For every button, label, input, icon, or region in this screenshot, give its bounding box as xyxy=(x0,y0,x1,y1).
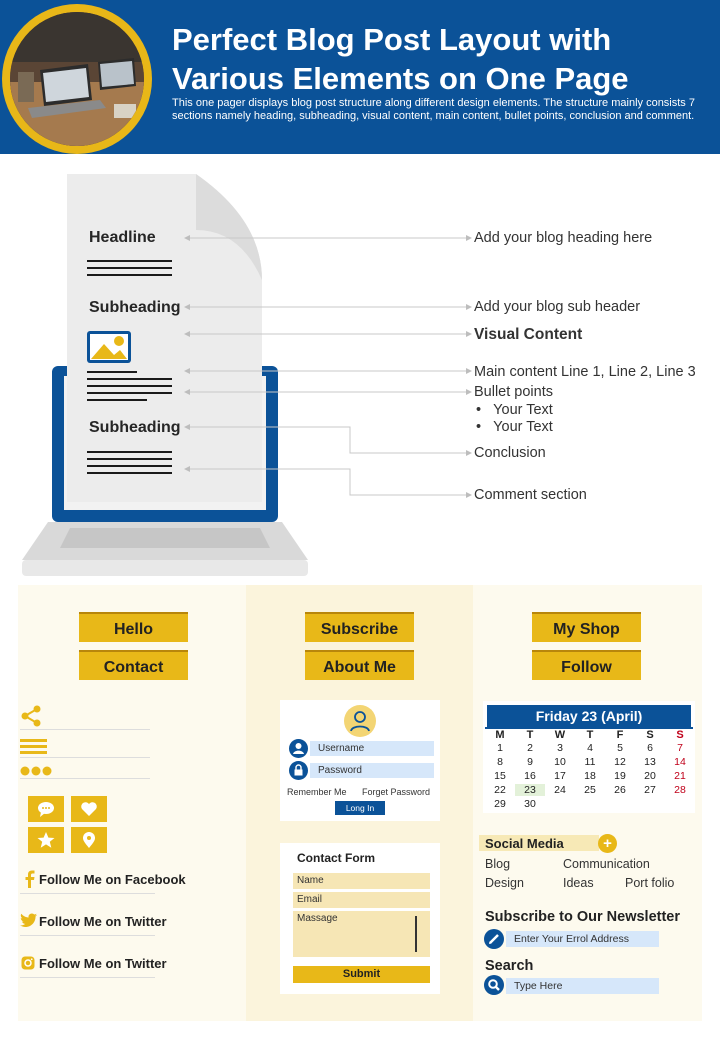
social-item-portfolio[interactable]: Port folio xyxy=(625,876,675,890)
day-cell[interactable]: 3 xyxy=(557,742,563,754)
follow-instagram-link[interactable]: Follow Me on Twitter xyxy=(39,956,167,971)
day-cell[interactable]: 26 xyxy=(614,784,626,796)
calendar-weekday: S xyxy=(676,729,684,741)
callout-conclusion: Conclusion xyxy=(474,445,546,461)
day-cell[interactable]: 16 xyxy=(524,770,536,782)
callout-visual: Visual Content xyxy=(474,326,583,343)
location-pin-icon[interactable] xyxy=(71,827,107,853)
hello-button[interactable]: Hello xyxy=(79,612,188,642)
calendar-weekday: F xyxy=(616,729,624,741)
day-cell[interactable]: 14 xyxy=(674,756,686,768)
message-field[interactable]: Massage xyxy=(293,911,430,957)
day-cell[interactable]: 6 xyxy=(647,742,653,754)
callout-bullet-1: • Your Text xyxy=(476,402,553,418)
callout-heading: Add your blog heading here xyxy=(474,230,653,246)
day-cell[interactable]: 7 xyxy=(677,742,683,754)
heart-icon[interactable] xyxy=(71,796,107,822)
day-cell[interactable]: 15 xyxy=(494,770,506,782)
day-cell[interactable]: 12 xyxy=(614,756,626,768)
forget-password-link[interactable]: Forget Password xyxy=(362,787,431,797)
callout-comment: Comment section xyxy=(474,487,587,503)
divider xyxy=(20,977,155,978)
doc-subheading-2: Subheading xyxy=(89,419,181,436)
calendar-weekday: T xyxy=(526,729,534,741)
doc-headline: Headline xyxy=(89,229,156,246)
add-social-button[interactable]: + xyxy=(598,834,617,853)
name-field[interactable]: Name xyxy=(293,873,430,889)
calendar-title: Friday 23 (April) xyxy=(487,705,691,727)
day-cell[interactable]: 17 xyxy=(554,770,566,782)
header-photo-frame xyxy=(2,4,152,154)
day-cell[interactable]: 21 xyxy=(674,770,686,782)
chat-icon[interactable] xyxy=(28,796,64,822)
user-icon xyxy=(289,739,308,758)
submit-button[interactable]: Submit xyxy=(293,966,430,983)
contact-form-title: Contact Form xyxy=(297,851,375,865)
search-icon[interactable] xyxy=(484,975,504,995)
header-photo xyxy=(10,12,144,146)
facebook-icon[interactable] xyxy=(23,870,35,888)
subscribe-button[interactable]: Subscribe xyxy=(305,612,414,642)
divider xyxy=(20,729,150,730)
callout-subheader: Add your blog sub header xyxy=(474,299,641,315)
day-cell[interactable]: 24 xyxy=(554,784,566,796)
calendar-weekday: S xyxy=(646,729,654,741)
search-input[interactable]: Type Here xyxy=(506,978,659,994)
search-title: Search xyxy=(485,958,534,974)
menu-icon[interactable] xyxy=(20,738,48,756)
password-field[interactable]: Password xyxy=(310,763,434,778)
day-cell[interactable]: 4 xyxy=(587,742,593,754)
calendar-weekday: W xyxy=(554,729,566,741)
day-cell[interactable]: 10 xyxy=(554,756,566,768)
day-cell[interactable]: 30 xyxy=(524,798,536,810)
day-cell[interactable]: 23 xyxy=(515,784,545,796)
follow-twitter-link[interactable]: Follow Me on Twitter xyxy=(39,914,167,929)
calendar-weekday: M xyxy=(495,729,505,741)
social-item-communication[interactable]: Communication xyxy=(563,857,650,871)
social-item-design[interactable]: Design xyxy=(485,876,524,890)
day-cell[interactable]: 22 xyxy=(494,784,506,796)
day-cell[interactable]: 9 xyxy=(527,756,533,768)
newsletter-title: Subscribe to Our Newsletter xyxy=(485,909,680,925)
callout-main: Main content Line 1, Line 2, Line 3 xyxy=(474,364,696,380)
day-cell[interactable]: 8 xyxy=(497,756,503,768)
follow-button[interactable]: Follow xyxy=(532,650,641,680)
social-item-blog[interactable]: Blog xyxy=(485,857,511,871)
page-title: Perfect Blog Post Layout with Various Elements on One Page xyxy=(172,22,629,96)
login-button[interactable]: Long In xyxy=(335,801,385,815)
about-me-button[interactable]: About Me xyxy=(305,650,414,680)
star-icon[interactable] xyxy=(28,827,64,853)
username-field[interactable]: Username xyxy=(310,741,434,756)
social-item-ideas[interactable]: Ideas xyxy=(563,876,594,890)
my-shop-button[interactable]: My Shop xyxy=(532,612,641,642)
page-subtitle: This one pager displays blog post structure along different design elements. The structure mainly consists 7 sections namely heading, subheading, visual content, main content, bullet points, conclusion and comment. xyxy=(172,97,695,122)
divider xyxy=(20,893,155,894)
day-cell[interactable]: 11 xyxy=(584,756,596,768)
day-cell[interactable]: 18 xyxy=(584,770,596,782)
day-cell[interactable]: 2 xyxy=(527,742,533,754)
remember-me-checkbox[interactable]: Remember Me xyxy=(287,787,347,797)
day-cell[interactable]: 5 xyxy=(617,742,623,754)
day-cell[interactable]: 20 xyxy=(644,770,656,782)
day-cell[interactable]: 19 xyxy=(614,770,626,782)
day-cell[interactable]: 25 xyxy=(584,784,596,796)
callout-bullet-2: • Your Text xyxy=(476,419,553,435)
day-cell[interactable]: 1 xyxy=(497,742,503,754)
doc-subheading-1: Subheading xyxy=(89,299,181,316)
follow-facebook-link[interactable]: Follow Me on Facebook xyxy=(39,872,186,887)
newsletter-email-input[interactable]: Enter Your Errol Address xyxy=(506,931,659,947)
share-icon[interactable] xyxy=(20,705,42,727)
text-cursor xyxy=(415,916,417,952)
lock-icon xyxy=(289,761,308,780)
email-field[interactable]: Email xyxy=(293,892,430,908)
user-avatar-icon xyxy=(343,704,377,738)
divider xyxy=(20,778,150,779)
divider xyxy=(20,935,155,936)
calendar-weekday: T xyxy=(586,729,594,741)
instagram-icon[interactable] xyxy=(21,956,35,970)
day-cell[interactable]: 27 xyxy=(644,784,656,796)
contact-button[interactable]: Contact xyxy=(79,650,188,680)
divider xyxy=(20,757,150,758)
callout-bullets-title: Bullet points xyxy=(474,384,553,400)
day-cell[interactable]: 13 xyxy=(644,756,656,768)
day-cell[interactable]: 28 xyxy=(674,784,686,796)
social-media-title: Social Media xyxy=(485,836,564,851)
more-icon[interactable] xyxy=(20,764,56,778)
pencil-icon xyxy=(484,929,504,949)
twitter-icon[interactable] xyxy=(20,913,38,928)
day-cell[interactable]: 29 xyxy=(494,798,506,810)
